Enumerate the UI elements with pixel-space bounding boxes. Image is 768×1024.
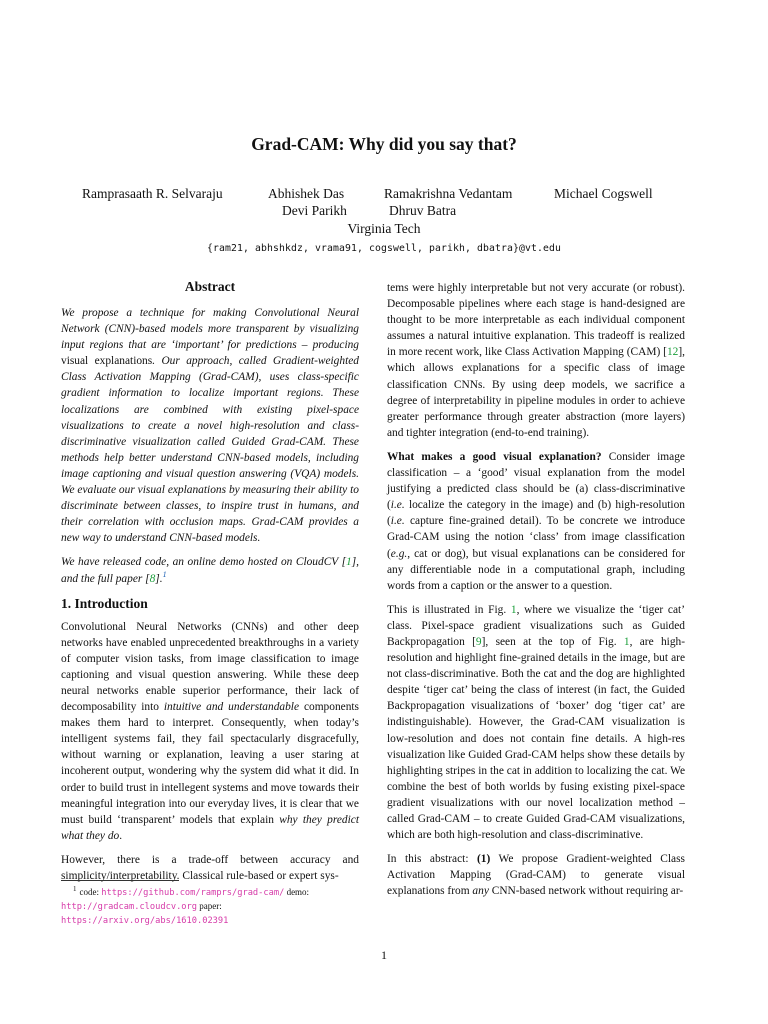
author-name: Abhishek Das xyxy=(268,186,345,201)
author-name: Devi Parikh xyxy=(282,203,347,218)
figure-link[interactable]: 1 xyxy=(510,603,517,616)
author-name: Ramprasaath R. Selvaraju xyxy=(82,186,223,201)
affiliation: Virginia Tech xyxy=(347,221,421,236)
demo-url-link[interactable]: http://gradcam.cloudcv.org xyxy=(61,902,197,912)
abstract-paragraph: We propose a technique for making Convolutional Neural Network (CNN)-based models more transparent by visualizing input regions that are ‘important’ for predictions – producing visual explanations. Our approach, called Gradient-weighted Class Activation Mapping (Grad-CAM), uses class-specific gradient information to localize important regions. These localizations are combined with existing pixel-space visualizations to create a novel high-resolution and class-discriminative visualization called Guided Grad-CAM. These methods help better understand CNN-based models, including image captioning and visual question answering (VQA) models. We evaluate our visual explanations by measuring their ability to discriminate between classes, to inspire trust in humans, and their correlation with occlusion maps. Grad-CAM provides a new way to understand CNN-based models. xyxy=(61,307,359,545)
intro-paragraph: Convolutional Neural Networks (CNNs) and other deep networks have enabled unprecedented breakthroughs in a variety of computer vision tasks, from image classification to image captioning and visual question answering. While these deep neural networks enable superior performance, their lack of decomposability into intuitive and understandable components makes them hard to interpret. Consequently, when today’s intelligent systems fail, they fail spectacularly disgracefully, without warning or explanation, leaving a user staring at incoherent output, wondering why the system did what it did. In order to build trust in intellegent systems and move towards their meaningful integration into our everyday lives, it is clear that we must build ‘transparent’ models that explain why they predict what they do. xyxy=(61,620,359,842)
body-paragraph: tems were highly interpretable but not very accurate (or robust). Decomposable pipelines where each stage is hand-designed are thought to be more interpretable as each individual component assumes a natural intuitive explanation. This tradeoff is realized in more recent work, like Class Activation Mapping (CAM) [12], which allows explanations for a specific class of image classification CNNs. By using deep models, we sacrifice a degree of interpretability in pipeline modules in order to achieve greater performance through greater abstraction (more layers) and tighter integration (end-to-end training). xyxy=(387,282,685,439)
footnote: $^1$ code: https://github.com/ramprs/grad-cam/ demo: http://gradcam.cloudcv.org paper: https://arxiv.org/abs/1610.02391 xyxy=(61,885,310,926)
footnote-divider xyxy=(61,880,179,881)
body-paragraph: What makes a good visual explanation? Consider image classification – a ‘good’ visual explanation from the model justifying a predicted class should be (a) class-discriminative (i.e. localize the category in the image) and (b) high-resolution (i.e. capture fine-grained detail). To be concrete we introduce Grad-CAM using the notion ‘class’ from image classification (e.g., cat or dog), but visual explanations can be considered for any differentiable node in a computational graph, including words from a caption or the answer to a question. xyxy=(387,450,685,592)
right-column xyxy=(387,280,685,907)
citation-link[interactable]: 9 xyxy=(475,635,482,648)
figure-link[interactable]: 1 xyxy=(623,635,630,648)
section-heading: 1. Introduction xyxy=(61,595,148,611)
citation-link[interactable]: 8 xyxy=(149,572,156,585)
author-name: Michael Cogswell xyxy=(554,186,653,201)
paragraph-heading: What makes a good visual explanation? xyxy=(387,450,602,463)
author-emails: {ram21, abhshkdz, vrama91, cogswell, parikh, dbatra}@vt.edu xyxy=(207,243,561,254)
intro-paragraph: However, there is a trade-off between accuracy and simplicity/interpretability. Classical rule-based or expert sys- xyxy=(61,853,359,882)
author-name: Dhruv Batra xyxy=(389,203,457,218)
abstract-release-paragraph: We have released code, an online demo hosted on CloudCV [1], and the full paper [8].$^1$ xyxy=(61,556,359,585)
code-url-link[interactable]: https://github.com/ramprs/grad-cam/ xyxy=(101,888,285,898)
footnote-ref[interactable]: 1 xyxy=(162,569,167,579)
paper-url-link[interactable]: https://arxiv.org/abs/1610.02391 xyxy=(61,916,229,926)
body-paragraph: This is illustrated in Fig. 1, where we visualize the ‘tiger cat’ class. Pixel-space gradient visualizations such as Guided Backpropagation [9], seen at the top of Fig. 1, are high-resolution and highlight fine-grained details in the image, but are not class-discriminative. Both the cat and the dog are highlighted despite ‘tiger cat’ being the class of interest (in fact, the Guided Backpropagation visualizations of ‘boxer’ dog ‘tiger cat’ are indistinguishable). However, the Grad-CAM visualization is low-resolution and does not contain fine details. A high-res visualization like Guided Grad-CAM helps show these details by highlighting stripes in the cat in addition to localizing the cat. We combine the best of both worlds by fusing existing pixel-space gradient visualizations with our novel localization method – called Grad-CAM – to create Guided Grad-CAM visualizations, which are both high-resolution and class-discriminative. xyxy=(387,603,686,842)
left-column xyxy=(61,278,359,892)
paper-title: Grad-CAM: Why did you say that? xyxy=(251,134,517,154)
body-paragraph: In this abstract: (1) We propose Gradient-weighted Class Activation Mapping (Grad-CAM) to generate visual explanations from any CNN-based network without requiring ar- xyxy=(387,853,685,898)
page-number: 1 xyxy=(381,948,387,962)
abstract-heading: Abstract xyxy=(184,279,236,294)
author-name: Ramakrishna Vedantam xyxy=(384,186,513,201)
citation-link[interactable]: 1 xyxy=(346,556,352,569)
citation-link[interactable]: 12 xyxy=(666,346,679,359)
